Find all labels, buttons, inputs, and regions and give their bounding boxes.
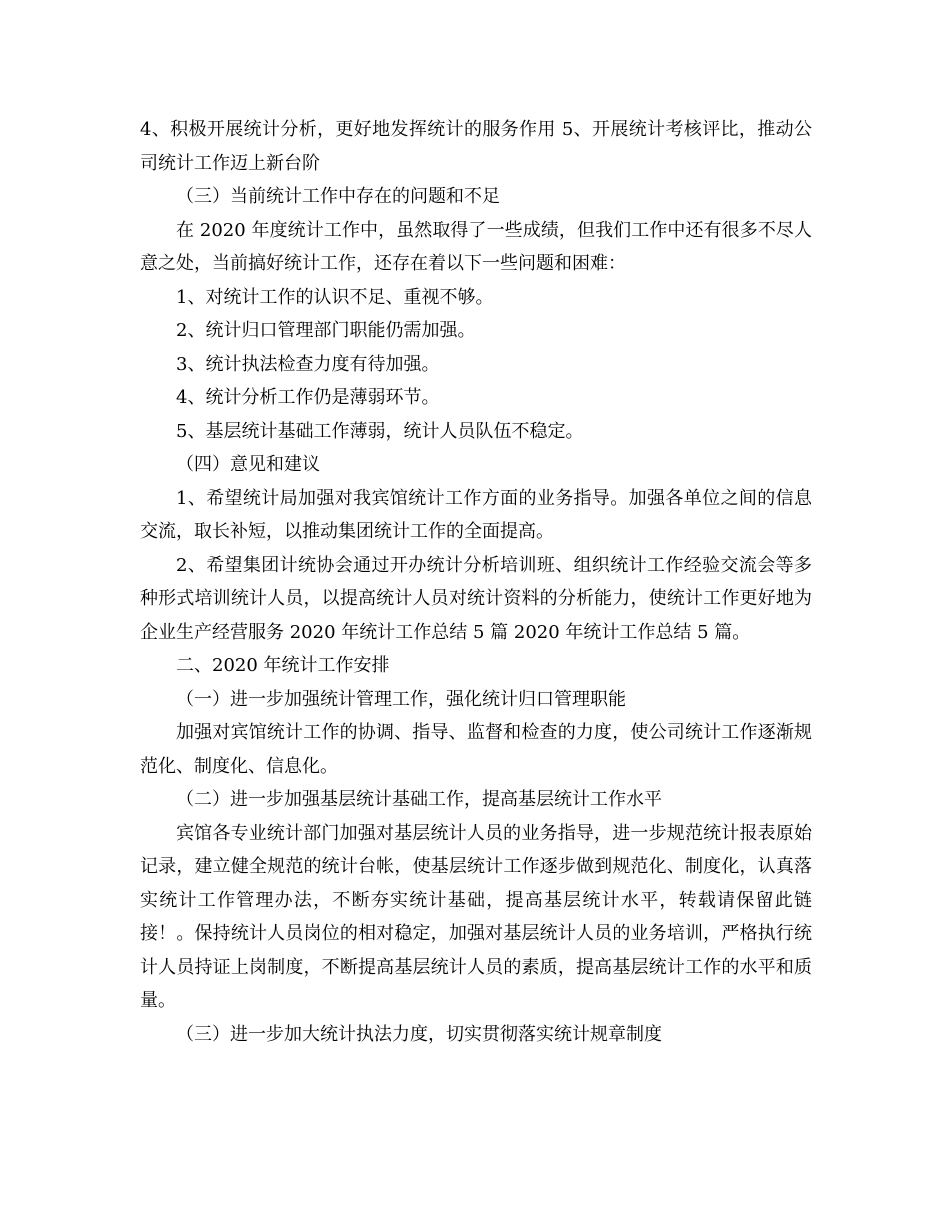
list-item-suggestion-2: 2、希望集团计统协会通过开办统计分析培训班、组织统计工作经验交流会等多种形式培训统计人员，以提高统计人员对统计资料的分析能力，使统计工作更好地为企业生产经营服务 2020 年统计工作总结 5 篇 2020 年统计工作总结 5 篇。 bbox=[140, 554, 812, 643]
subsection-heading-plan-3: （三）进一步加大统计执法力度，切实贯彻落实统计规章制度 bbox=[176, 1023, 662, 1045]
paragraph-problems-intro: 在 2020 年度统计工作中，虽然取得了一些成绩，但我们工作中还有很多不尽人意之处，当前搞好统计工作，还存在着以下一些问题和困难： bbox=[140, 219, 812, 274]
list-item-problem-3: 3、统计执法检查力度有待加强。 bbox=[176, 353, 440, 375]
subsection-heading-plan-1: （一）进一步加强统计管理工作，强化统计归口管理职能 bbox=[176, 688, 626, 710]
list-item-problem-1: 1、对统计工作的认识不足、重视不够。 bbox=[176, 286, 494, 308]
list-item-suggestion-1: 1、希望统计局加强对我宾馆统计工作方面的业务指导。加强各单位之间的信息交流，取长补短，以推动集团统计工作的全面提高。 bbox=[140, 487, 812, 542]
list-item-problem-5: 5、基层统计基础工作薄弱，统计人员队伍不稳定。 bbox=[176, 420, 584, 442]
section-heading-2020-plan: 二、2020 年统计工作安排 bbox=[176, 655, 390, 676]
list-item-problem-4: 4、统计分析工作仍是薄弱环节。 bbox=[176, 387, 440, 408]
subsection-heading-plan-2: （二）进一步加强基层统计基础工作，提高基层统计工作水平 bbox=[176, 789, 662, 810]
paragraph-plan-1: 加强对宾馆统计工作的协调、指导、监督和检查的力度，使公司统计工作逐渐规范化、制度化、信息化。 bbox=[140, 722, 812, 777]
section-heading-suggestions: （四）意见和建议 bbox=[176, 454, 320, 475]
section-heading-problems: （三）当前统计工作中存在的问题和不足 bbox=[176, 186, 500, 207]
paragraph-item-4-analysis: 4、积极开展统计分析，更好地发挥统计的服务作用 5、开展统计考核评比，推动公司统计工作迈上新台阶 bbox=[140, 119, 812, 174]
list-item-problem-2: 2、统计归口管理部门职能仍需加强。 bbox=[176, 320, 476, 341]
paragraph-plan-2: 宾馆各专业统计部门加强对基层统计人员的业务指导，进一步规范统计报表原始记录，建立健全规范的统计台帐，使基层统计工作逐步做到规范化、制度化，认真落实统计工作管理办法，不断夯实统计基础，提高基层统计水平，转载请保留此链接！。保持统计人员岗位的相对稳定，加强对基层统计人员的业务培训，严格执行统计人员持证上岗制度，不断提高基层统计人员的素质，提高基层统计工作的水平和质量。 bbox=[140, 822, 812, 1011]
document-body bbox=[140, 113, 812, 1051]
